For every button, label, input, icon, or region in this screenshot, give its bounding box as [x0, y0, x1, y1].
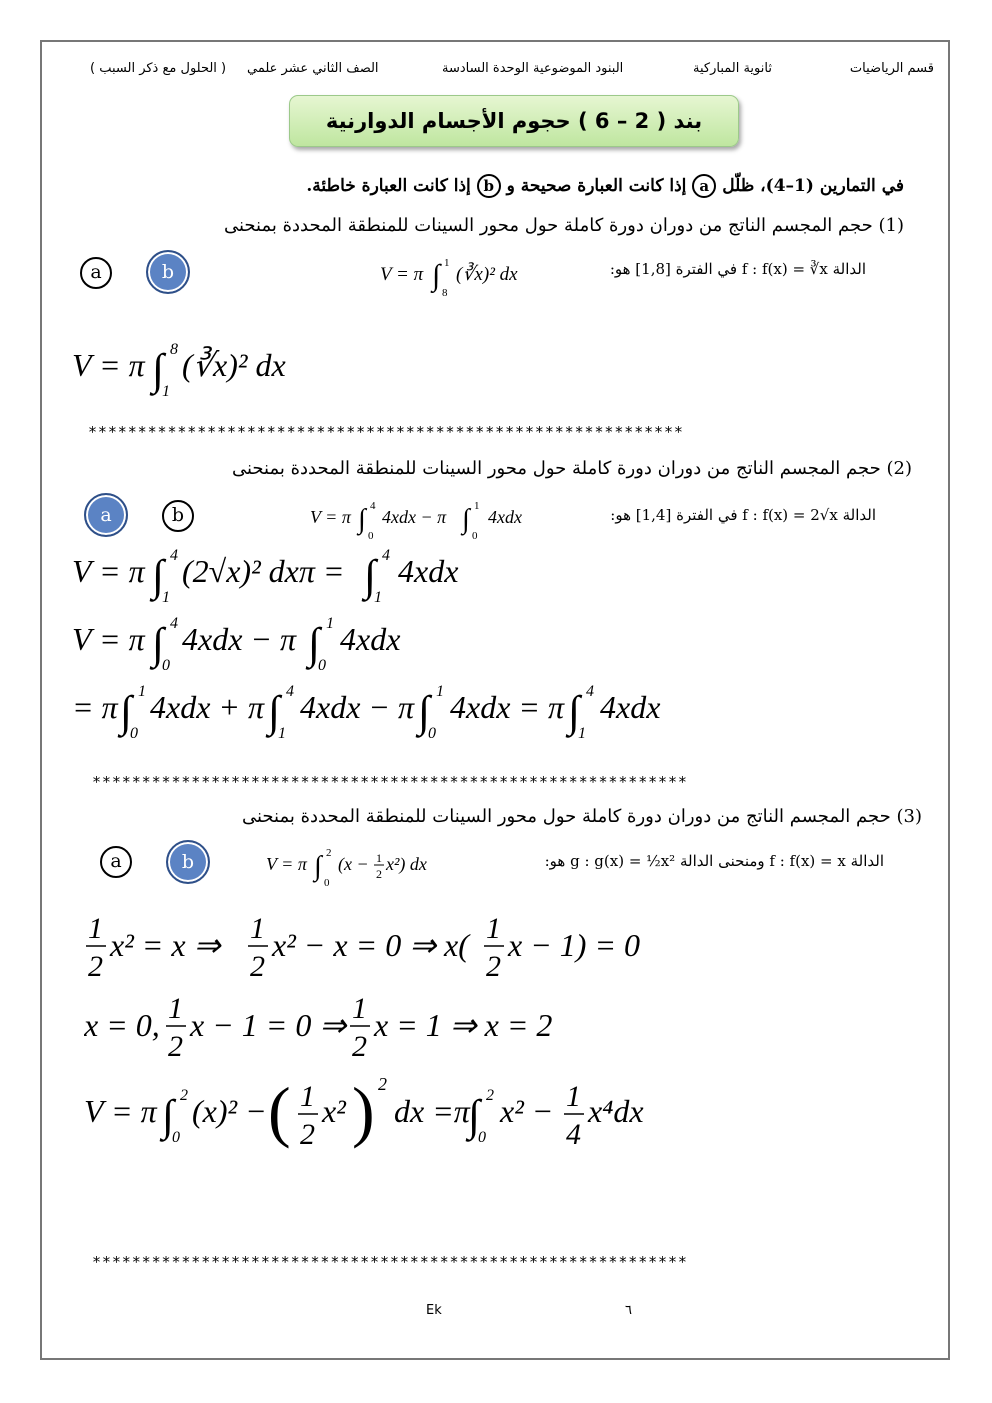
svg-text:4xdx − π: 4xdx − π [182, 621, 297, 657]
svg-text:V = π: V = π [72, 347, 145, 383]
svg-text:2: 2 [88, 950, 103, 983]
svg-text:V = π: V = π [266, 854, 307, 874]
svg-text:∫: ∫ [162, 1091, 175, 1140]
svg-text:x = 0,: x = 0, [84, 1007, 160, 1043]
svg-text:4: 4 [586, 683, 594, 700]
header-unit: البنود الموضوعية الوحدة السادسة [442, 61, 624, 76]
svg-text:2: 2 [352, 1030, 367, 1063]
svg-text:1: 1 [578, 725, 586, 742]
separator-1: ************************************************************ [88, 423, 684, 441]
header-department: قسم الرياضيات [849, 61, 934, 76]
svg-text:= π: = π [72, 689, 118, 725]
svg-text:4: 4 [170, 547, 178, 564]
svg-text:8: 8 [442, 287, 448, 298]
svg-text:2: 2 [168, 1030, 183, 1063]
svg-text:0: 0 [478, 1129, 486, 1146]
svg-text:V = π: V = π [380, 264, 424, 285]
svg-text:1: 1 [436, 683, 444, 700]
svg-text:(∛x)² dx: (∛x)² dx [182, 347, 286, 383]
svg-text:x² = x ⇒: x² = x ⇒ [110, 927, 221, 963]
svg-text:1: 1 [486, 912, 501, 945]
svg-text:dx =π: dx =π [394, 1093, 470, 1129]
svg-text:x²) dx: x²) dx [386, 854, 427, 874]
instructions-part3: إذا كانت العبارة خاطئة. [306, 176, 471, 196]
svg-text:1: 1 [300, 1080, 315, 1113]
svg-text:x⁴dx: x⁴dx [588, 1093, 644, 1129]
q3-solution-line-3-render [84, 1070, 684, 1162]
svg-text:2: 2 [378, 1074, 387, 1094]
svg-text:1: 1 [376, 851, 382, 865]
q3-solution-line-1 [84, 910, 644, 994]
svg-text:4xdx + π: 4xdx + π [150, 689, 265, 725]
q2-statement-formula-render [310, 495, 540, 541]
q3-option-b-selected[interactable]: b [166, 840, 210, 884]
svg-text:∫: ∫ [152, 551, 165, 600]
svg-text:∫: ∫ [462, 504, 470, 535]
svg-text:1: 1 [162, 383, 170, 400]
svg-text:4xdx: 4xdx [488, 507, 522, 527]
svg-text:4xdx: 4xdx [340, 621, 401, 657]
q1-solution-line-1 [72, 336, 332, 408]
svg-text:2: 2 [486, 950, 501, 983]
svg-text:∫: ∫ [364, 551, 377, 600]
svg-text:2: 2 [300, 1118, 315, 1151]
svg-text:1: 1 [162, 589, 170, 606]
svg-text:V = π: V = π [84, 1093, 157, 1129]
svg-text:): ) [352, 1073, 375, 1149]
question-3-text: حجم المجسم الناتج من دوران دورة كاملة حول محور السينات للمنطقة المحددة بمنحنى [241, 806, 891, 827]
svg-text:1: 1 [352, 992, 367, 1025]
svg-text:2: 2 [250, 950, 265, 983]
svg-text:∫: ∫ [568, 687, 581, 736]
svg-text:2: 2 [180, 1087, 188, 1104]
svg-text:∫: ∫ [432, 259, 441, 292]
svg-text:∫: ∫ [418, 687, 431, 736]
svg-text:2: 2 [326, 847, 332, 859]
svg-text:∫: ∫ [152, 345, 165, 394]
q1-statement-formula [380, 252, 540, 302]
q3-solution-line-3 [84, 1070, 684, 1170]
page-number: ٦ [625, 1303, 632, 1318]
svg-text:0: 0 [472, 530, 478, 541]
svg-text:0: 0 [162, 657, 170, 674]
question-3 [242, 806, 922, 827]
q2-solution-line-2 [72, 610, 432, 682]
instructions-part2: إذا كانت العبارة صحيحة و [506, 176, 687, 196]
svg-text:∫: ∫ [308, 619, 321, 668]
svg-text:0: 0 [368, 530, 374, 541]
svg-text:0: 0 [130, 725, 138, 742]
header-school: ثانوية المباركية [693, 61, 772, 76]
svg-text:∫: ∫ [152, 619, 165, 668]
q2-solution-line-1-render [72, 542, 492, 606]
svg-text:V = π: V = π [72, 553, 145, 589]
instructions-part1: في التمارين (1–4)، ظلّل [722, 176, 904, 196]
q2-statement-text: الدالة f : f(x) = 2√x في الفترة [1,4] هو: [610, 506, 876, 524]
q1-statement-formula-render [380, 252, 540, 298]
separator-3: ************************************************************ [92, 1253, 688, 1271]
svg-text:V = π: V = π [72, 621, 145, 657]
svg-text:4: 4 [286, 683, 294, 700]
svg-text:4: 4 [382, 547, 390, 564]
header-grade: الصف الثاني عشر علمي [247, 61, 379, 76]
q2-solution-line-3-render [72, 678, 692, 742]
svg-text:x² −: x² − [500, 1093, 554, 1129]
header-note: ( الحلول مع ذكر السبب ) [90, 61, 227, 76]
q2-option-b[interactable]: b [162, 500, 194, 532]
svg-text:∫: ∫ [120, 687, 133, 736]
svg-text:1: 1 [326, 615, 334, 632]
svg-text:1: 1 [88, 912, 103, 945]
svg-text:(∛x)² dx: (∛x)² dx [456, 264, 518, 285]
q3-option-a[interactable]: a [100, 846, 132, 878]
svg-text:x − 1 = 0 ⇒: x − 1 = 0 ⇒ [190, 1007, 347, 1043]
svg-text:x²: x² [322, 1093, 346, 1129]
svg-text:∫: ∫ [358, 504, 366, 535]
q1-solution-render [72, 336, 332, 400]
question-1-text: حجم المجسم الناتج من دوران دورة كاملة حول محور السينات للمنطقة المحددة بمنحنى [223, 215, 873, 236]
svg-text:1: 1 [444, 257, 450, 269]
svg-text:(x −: (x − [338, 854, 369, 874]
svg-text:8: 8 [170, 341, 178, 358]
option-a-icon: a [692, 174, 716, 198]
svg-text:1: 1 [168, 992, 183, 1025]
q2-statement-formula [310, 495, 540, 545]
svg-text:V = π: V = π [310, 507, 351, 527]
q2-option-a-selected[interactable]: a [84, 493, 128, 537]
svg-text:(2√x)² dxπ =: (2√x)² dxπ = [182, 553, 345, 589]
svg-text:0: 0 [172, 1129, 180, 1146]
instructions [306, 174, 904, 198]
q3-solution-line-2-render [84, 990, 584, 1066]
svg-text:1: 1 [374, 589, 382, 606]
svg-text:∫: ∫ [314, 851, 322, 882]
question-2-text: حجم المجسم الناتج من دوران دورة كاملة حول محور السينات للمنطقة المحددة بمنحنى [231, 458, 881, 479]
svg-text:1: 1 [278, 725, 286, 742]
svg-text:4: 4 [170, 615, 178, 632]
svg-text:0: 0 [428, 725, 436, 742]
separator-2: ************************************************************ [92, 773, 688, 791]
svg-text:4xdx = π: 4xdx = π [450, 689, 565, 725]
svg-text:1: 1 [566, 1080, 581, 1113]
svg-text:2: 2 [486, 1087, 494, 1104]
svg-text:0: 0 [324, 877, 330, 889]
question-2 [232, 458, 912, 479]
svg-text:x² − x = 0 ⇒ x(: x² − x = 0 ⇒ x( [272, 927, 469, 963]
svg-text:x = 1 ⇒ x = 2: x = 1 ⇒ x = 2 [374, 1007, 553, 1043]
svg-text:4xdx − π: 4xdx − π [300, 689, 415, 725]
q2-solution-line-2-render [72, 610, 432, 674]
svg-text:0: 0 [318, 657, 326, 674]
option-b-icon: b [477, 174, 501, 198]
svg-text:(x)² −: (x)² − [192, 1093, 267, 1129]
q2-solution-line-1 [72, 542, 492, 614]
svg-text:4xdx: 4xdx [398, 553, 459, 589]
svg-text:4: 4 [566, 1118, 581, 1151]
svg-text:∫: ∫ [468, 1091, 481, 1140]
q3-statement-formula [266, 840, 466, 894]
svg-text:1: 1 [138, 683, 146, 700]
q1-option-b-selected[interactable]: b [146, 250, 190, 294]
footer-initials: Ek [426, 1303, 442, 1318]
q1-statement-text: الدالة f : f(x) = ∛x في الفترة [1,8] هو: [609, 260, 866, 278]
svg-text:4: 4 [370, 500, 376, 512]
q1-option-a[interactable]: a [80, 257, 112, 289]
svg-text:2: 2 [376, 867, 382, 881]
q2-solution-line-3 [72, 678, 692, 750]
question-2-number: (2) [886, 458, 912, 479]
q3-statement-text: الدالة f : f(x) = x ومنحنى الدالة g : g(x) = ½x² هو: [544, 852, 884, 870]
svg-text:1: 1 [474, 500, 480, 512]
svg-text:(: ( [268, 1073, 291, 1149]
q3-statement-formula-render [266, 840, 466, 890]
q3-solution-line-2 [84, 990, 584, 1074]
svg-text:x − 1) = 0: x − 1) = 0 [508, 927, 641, 963]
svg-text:1: 1 [250, 912, 265, 945]
question-3-number: (3) [896, 806, 922, 827]
svg-text:∫: ∫ [268, 687, 281, 736]
section-title: بند ( 2 – 6 ) حجوم الأجسام الدوارنية [289, 95, 739, 147]
question-1-number: (1) [878, 215, 904, 236]
svg-text:4xdx: 4xdx [600, 689, 661, 725]
q3-solution-line-1-render [84, 910, 644, 986]
question-1 [224, 215, 904, 236]
svg-text:4xdx − π: 4xdx − π [382, 507, 447, 527]
